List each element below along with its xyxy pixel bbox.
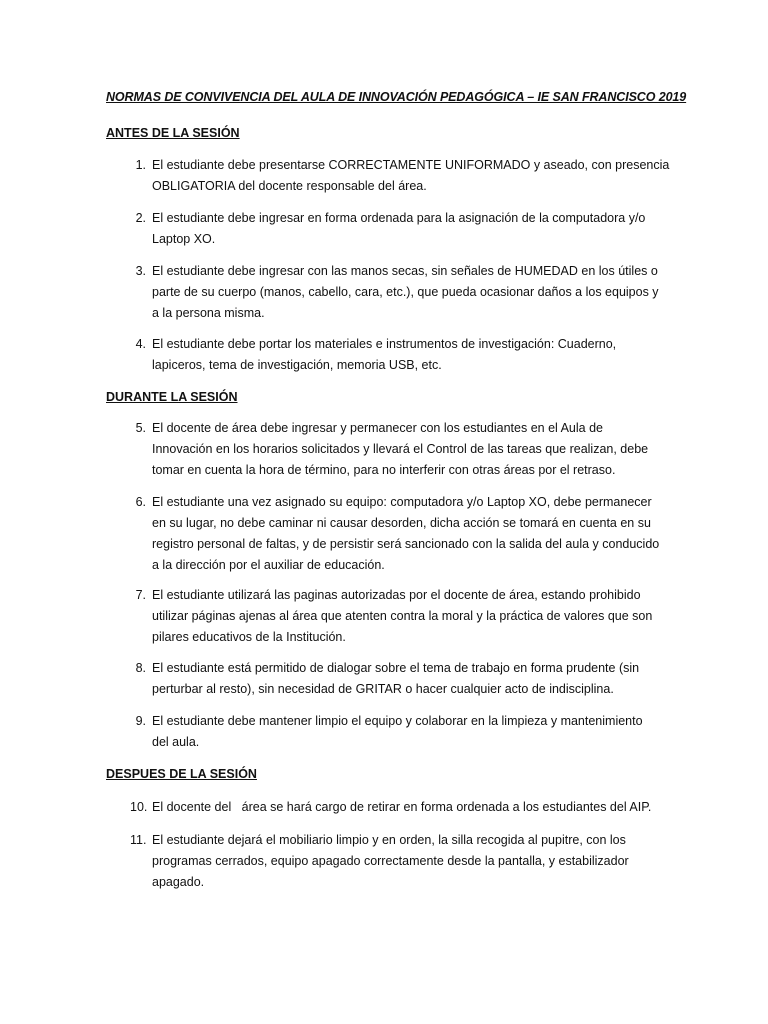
rule-text: [152, 492, 672, 576]
rule-line: El estudiante debe ingresar en forma ordenada para la asignación de la computadora y/o: [152, 211, 646, 225]
rule-number: 2.: [135, 211, 146, 225]
rule-line: tomar en cuenta la hora de término, para no interferir con otras áreas por el retraso.: [152, 463, 616, 477]
rule-line: a la dirección por el auxiliar de educación.: [152, 558, 385, 572]
rule-text: [152, 334, 672, 376]
rule-line: lapiceros, tema de investigación, memoria USB, etc.: [152, 358, 442, 372]
rule-text: [152, 711, 672, 753]
rule-text: [152, 155, 672, 197]
rule-text: [152, 261, 672, 324]
rule-line: pilares educativos de la Institución.: [152, 630, 346, 644]
rule-number: 11.: [130, 833, 147, 847]
rule-text: [152, 208, 672, 250]
rule-line: registro personal de faltas, y de persistir será sancionado con la salida del aula y conducido: [152, 537, 660, 551]
document-title: NORMAS DE CONVIVENCIA DEL AULA DE INNOVACIÓN PEDAGÓGICA – IE SAN FRANCISCO 2019: [106, 90, 687, 104]
rule-line: El estudiante debe portar los materiales e instrumentos de investigación: Cuaderno,: [152, 337, 617, 351]
rule-line: a la persona misma.: [152, 306, 265, 320]
rule-line: programas cerrados, equipo apagado correctamente desde la pantalla, y estabilizador: [152, 854, 629, 868]
rule-line: apagado.: [152, 875, 205, 889]
rule-line: El estudiante dejará el mobiliario limpio y en orden, la silla recogida al pupitre, con los: [152, 833, 626, 847]
rule-line: Laptop XO.: [152, 232, 216, 246]
rule-number: 5.: [135, 421, 146, 435]
rule-number: 6.: [135, 495, 146, 509]
rule-line: utilizar páginas ajenas al área que atenten contra la moral y la práctica de valores que son: [152, 609, 653, 623]
rule-number: 10.: [130, 800, 148, 814]
rule-line: parte de su cuerpo (manos, cabello, cara, etc.), que pueda ocasionar daños a los equipos y: [152, 285, 659, 299]
section-heading-despues: DESPUES DE LA SESIÓN: [106, 767, 257, 781]
rule-line: El estudiante está permitido de dialogar sobre el tema de trabajo en forma prudente (sin: [152, 661, 640, 675]
rule-line: El estudiante utilizará las paginas autorizadas por el docente de área, estando prohibido: [152, 588, 641, 602]
section-heading-antes: ANTES DE LA SESIÓN: [106, 126, 240, 140]
rule-line: en su lugar, no debe caminar ni causar desorden, dicha acción se tomará en cuenta en su: [152, 516, 651, 530]
rule-text: [152, 585, 672, 648]
rule-line: El estudiante una vez asignado su equipo: computadora y/o Laptop XO, debe permanecer: [152, 495, 652, 509]
rule-line: El estudiante debe presentarse CORRECTAMENTE UNIFORMADO y aseado, con presencia: [152, 158, 670, 172]
section-heading-durante: DURANTE LA SESIÓN: [106, 390, 238, 404]
rule-number: 7.: [135, 588, 146, 602]
rule-line: OBLIGATORIA del docente responsable del área.: [152, 179, 427, 193]
rule-number: 9.: [135, 714, 146, 728]
rule-line: El docente del área se hará cargo de retirar en forma ordenada a los estudiantes del AIP.: [152, 800, 652, 814]
rule-line: perturbar al resto), sin necesidad de GRITAR o hacer cualquier acto de indisciplina.: [152, 682, 614, 696]
rule-number: 8.: [135, 661, 146, 675]
rule-text: [152, 418, 672, 481]
rule-line: El docente de área debe ingresar y permanecer con los estudiantes en el Aula de: [152, 421, 603, 435]
rule-line: Innovación en los horarios solicitados y llevará el Control de las tareas que realizan, debe: [152, 442, 649, 456]
rule-number: 3.: [135, 264, 146, 278]
rule-number: 4.: [135, 337, 146, 351]
rule-line: del aula.: [152, 735, 200, 749]
rule-text: [152, 658, 672, 700]
rule-number: 1.: [135, 158, 146, 172]
rule-text: [152, 830, 672, 893]
rule-text: [152, 797, 672, 818]
rule-line: El estudiante debe ingresar con las manos secas, sin señales de HUMEDAD en los útiles o: [152, 264, 658, 278]
rule-line: El estudiante debe mantener limpio el equipo y colaborar en la limpieza y mantenimiento: [152, 714, 643, 728]
